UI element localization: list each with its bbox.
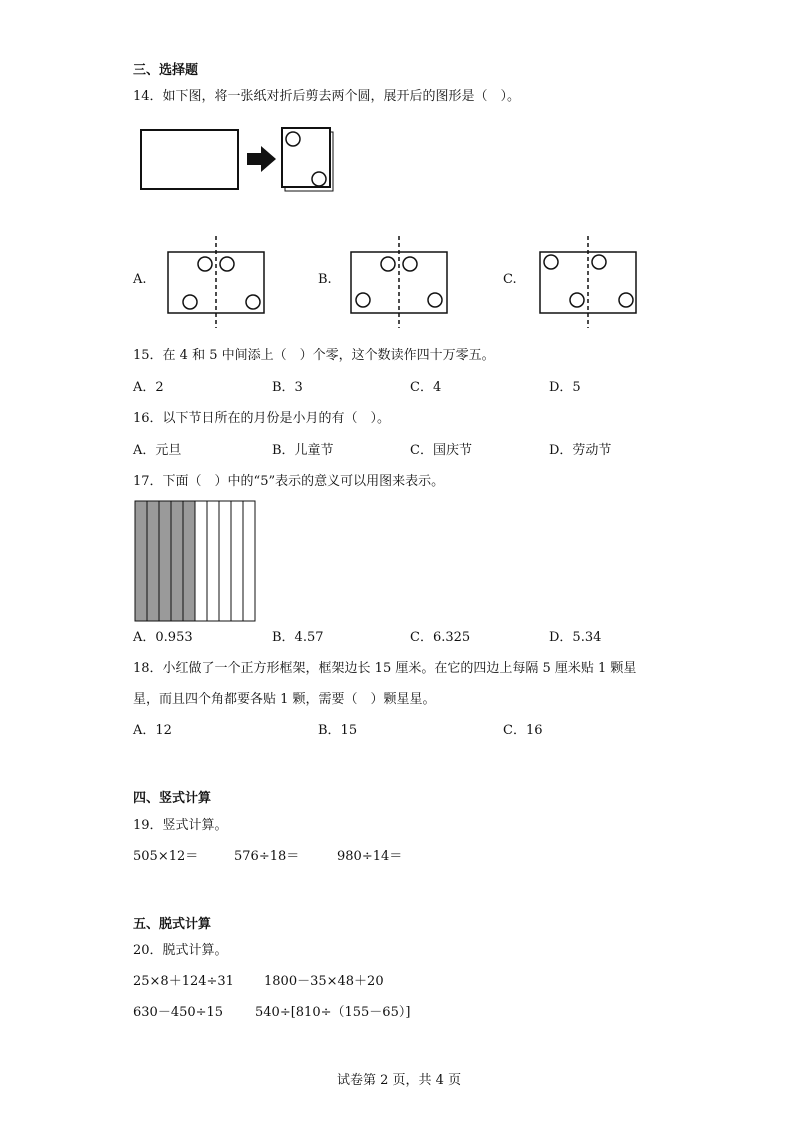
question-17-stem: 17．下面（ ）中的“5”表示的意义可以用图来表示。 (133, 474, 445, 489)
q14-option-c-label[interactable]: C. (503, 272, 517, 287)
section-title-choice: 三、选择题 (133, 63, 199, 78)
question-20-stem: 20．脱式计算。 (133, 943, 228, 958)
q20-item-3: 630－450÷15 (133, 1005, 224, 1020)
strip-cell-empty (243, 501, 255, 621)
strip-cell-shaded (171, 501, 183, 621)
arrow-right-icon (247, 146, 276, 172)
q16-option-d[interactable]: D．劳动节 (549, 443, 612, 458)
strip-cell-shaded (147, 501, 159, 621)
q20-item-2: 1800－35×48＋20 (264, 974, 384, 989)
section-title-vertical-calc: 四、竖式计算 (133, 791, 212, 806)
q16-option-b[interactable]: B．儿童节 (272, 443, 334, 458)
q19-item-2: 576÷18＝ (234, 849, 300, 864)
q17-decimal-strip-figure (134, 500, 256, 622)
folded-paper-rect (282, 128, 330, 187)
q19-item-1: 505×12＝ (133, 849, 199, 864)
strip-cell-shaded (159, 501, 171, 621)
strip-cell-empty (195, 501, 207, 621)
page-footer: 试卷第 2 页，共 4 页 (337, 1073, 462, 1088)
question-14-stem: 14．如下图，将一张纸对折后剪去两个圆，展开后的图形是（ ）。 (133, 89, 521, 104)
q14-option-a-label[interactable]: A. (133, 272, 147, 287)
question-19-stem: 19．竖式计算。 (133, 818, 228, 833)
q16-option-a[interactable]: A．元旦 (133, 443, 182, 458)
q19-item-3: 980÷14＝ (337, 849, 403, 864)
q17-option-c[interactable]: C．6.325 (410, 630, 471, 645)
unfolded-paper-rect (141, 130, 238, 189)
q14-option-c-figure[interactable] (537, 234, 639, 330)
question-15-stem: 15．在 4 和 5 中间添上（ ）个零，这个数读作四十万零五。 (133, 348, 495, 363)
q14-option-b-label[interactable]: B. (318, 272, 332, 287)
strip-cell-empty (219, 501, 231, 621)
strip-cell-empty (207, 501, 219, 621)
q15-option-a[interactable]: A．2 (133, 380, 164, 395)
strip-cell-empty (231, 501, 243, 621)
q15-option-c[interactable]: C．4 (410, 380, 442, 395)
q18-option-b[interactable]: B．15 (318, 723, 358, 738)
q17-option-b[interactable]: B．4.57 (272, 630, 324, 645)
question-18-stem-line2: 星，而且四个角都要各贴 1 颗，需要（ ）颗星星。 (133, 692, 436, 707)
q18-option-a[interactable]: A．12 (133, 723, 172, 738)
section-title-stepwise-calc: 五、脱式计算 (133, 917, 212, 932)
q15-option-b[interactable]: B．3 (272, 380, 303, 395)
question-16-stem: 16．以下节日所在的月份是小月的有（ ）。 (133, 411, 391, 426)
q18-option-c[interactable]: C．16 (503, 723, 543, 738)
q14-option-b-figure[interactable] (348, 234, 450, 330)
q14-fold-figure (140, 125, 340, 195)
strip-cell-shaded (183, 501, 195, 621)
q20-item-1: 25×8＋124÷31 (133, 974, 234, 989)
q15-option-d[interactable]: D．5 (549, 380, 581, 395)
q20-item-4: 540÷[810÷（155－65）] (255, 1005, 411, 1020)
q17-option-a[interactable]: A．0.953 (133, 630, 193, 645)
question-18-stem-line1: 18．小红做了一个正方形框架，框架边长 15 厘米。在它的四边上每隔 5 厘米贴 1 颗星 (133, 661, 637, 676)
q16-option-c[interactable]: C．国庆节 (410, 443, 472, 458)
strip-cell-shaded (135, 501, 147, 621)
q17-option-d[interactable]: D．5.34 (549, 630, 602, 645)
q14-option-a-figure[interactable] (165, 234, 267, 330)
